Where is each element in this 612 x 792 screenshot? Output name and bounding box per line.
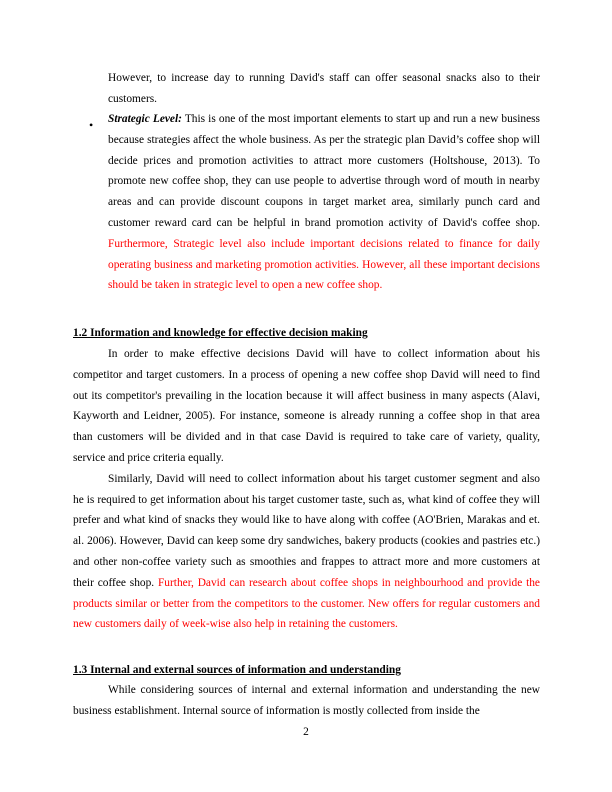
bullet-icon: • — [89, 118, 94, 132]
continuation-text: However, to increase day to running David's staff can offer seasonal snacks also to their customers. — [108, 72, 540, 105]
strategic-level-text: This is one of the most important elements to start up and run a new business because strategies affect the whole business. As per the strategic plan David’s coffee shop will decide prices and promotion activities to attract more customers (Holtshouse, 2013). To promote new coffee shop, they can use people to advertise through word of mouth in nearby areas and can provide discount coupons in target market area, similarly punch card and customer reward card can be helpful in brand promotion activity of David's coffee shop. — [108, 113, 540, 229]
strategic-level-red-text: Furthermore, Strategic level also include important decisions related to finance for daily operating business and marketing promotion activities. However, all these important decisions should be taken in strategic level to open a new coffee shop. — [108, 237, 540, 292]
continuation-paragraph — [108, 68, 540, 110]
strategic-level-item — [108, 109, 540, 296]
strategic-level-label: Strategic Level: — [108, 113, 182, 125]
section-1-2-paragraph-1: In order to make effective decisions David will have to collect information about his competitor and target customers. In a process of opening a new coffee shop David will need to find out its competitor's prevailing in the location because it will affect business in many aspects (Alavi, Kayworth and Leidner, 2005). For instance, someone is already running a coffee shop in that area than customers will be divided and in that case David is required to take care of variety, quality, service and price criteria equally. — [73, 348, 540, 464]
strategic-level-paragraph — [108, 109, 540, 296]
section-1-2-paragraph-2-red-text: Further, David can research about coffee shops in neighbourhood and provide the products similar or better from the competitors to the customer. New offers for regular customers and new customers daily of week-wise also help in retaining the customers. — [73, 576, 540, 631]
section-1-3-heading: 1.3 Internal and external sources of information and understanding — [73, 664, 401, 676]
section-1-2-paragraph-2-text: Similarly, David will need to collect information about his target customer segment and also he is required to get information about his target customer taste, such as, what kind of coffee they will prefer and what kind of snacks they would like to have along with coffee (AO'Brien, Marakas and et. al. 2006). However, David can keep some dry sandwiches, bakery products (cookies and pastries etc.) and other non-coffee variety such as smoothies and frappes to attract more and more customers at their coffee shop. — [73, 472, 540, 589]
section-1-2-body — [73, 344, 540, 635]
section-1-2-heading: 1.2 Information and knowledge for effective decision making — [73, 327, 368, 339]
section-1-3-body — [73, 680, 540, 722]
page-number: 2 — [303, 726, 309, 738]
section-1-3-paragraph-1: While considering sources of internal and external information and understanding the new business establishment. Internal source of information is mostly collected from inside the — [73, 684, 540, 717]
section-1-2-paragraph-2 — [73, 469, 540, 635]
